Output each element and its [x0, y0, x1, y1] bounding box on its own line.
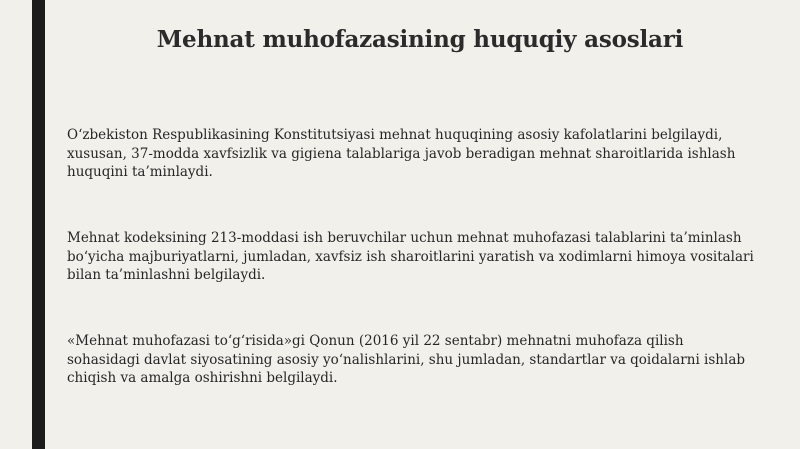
paragraph-constitution: O‘zbekiston Respublikasining Konstitutsiyasi mehnat huquqining asosiy kafolatlarini belgilaydi, xususan, 37-modda xavfsizlik va gigiena talablariga javob beradigan mehnat sharoitlarida ishlash huquqini ta’minlaydi. — [67, 127, 736, 180]
paragraph-labor-protection-law: «Mehnat muhofazasi to‘g‘risida»gi Qonun (2016 yil 22 sentabr) mehnatni muhofaza qilish sohasidagi davlat siyosatining asosiy yo‘nalishlarini, shu jumladan, standartlar va qoidalarni ishlab chiqish va amalga oshirishni belgilaydi. — [67, 333, 746, 386]
left-accent-bar — [32, 0, 45, 449]
paragraph-labor-code: Mehnat kodeksining 213-moddasi ish beruvchilar uchun mehnat muhofazasi talablarini ta’minlash bo‘yicha majburiyatlarni, jumladan, xavfsiz ish sharoitlarini yaratish va xodimlarni himoya vositalari bilan ta’minlashni belgilaydi. — [67, 230, 754, 283]
slide-title: Mehnat muhofazasining huquqiy asoslari — [156, 26, 684, 53]
